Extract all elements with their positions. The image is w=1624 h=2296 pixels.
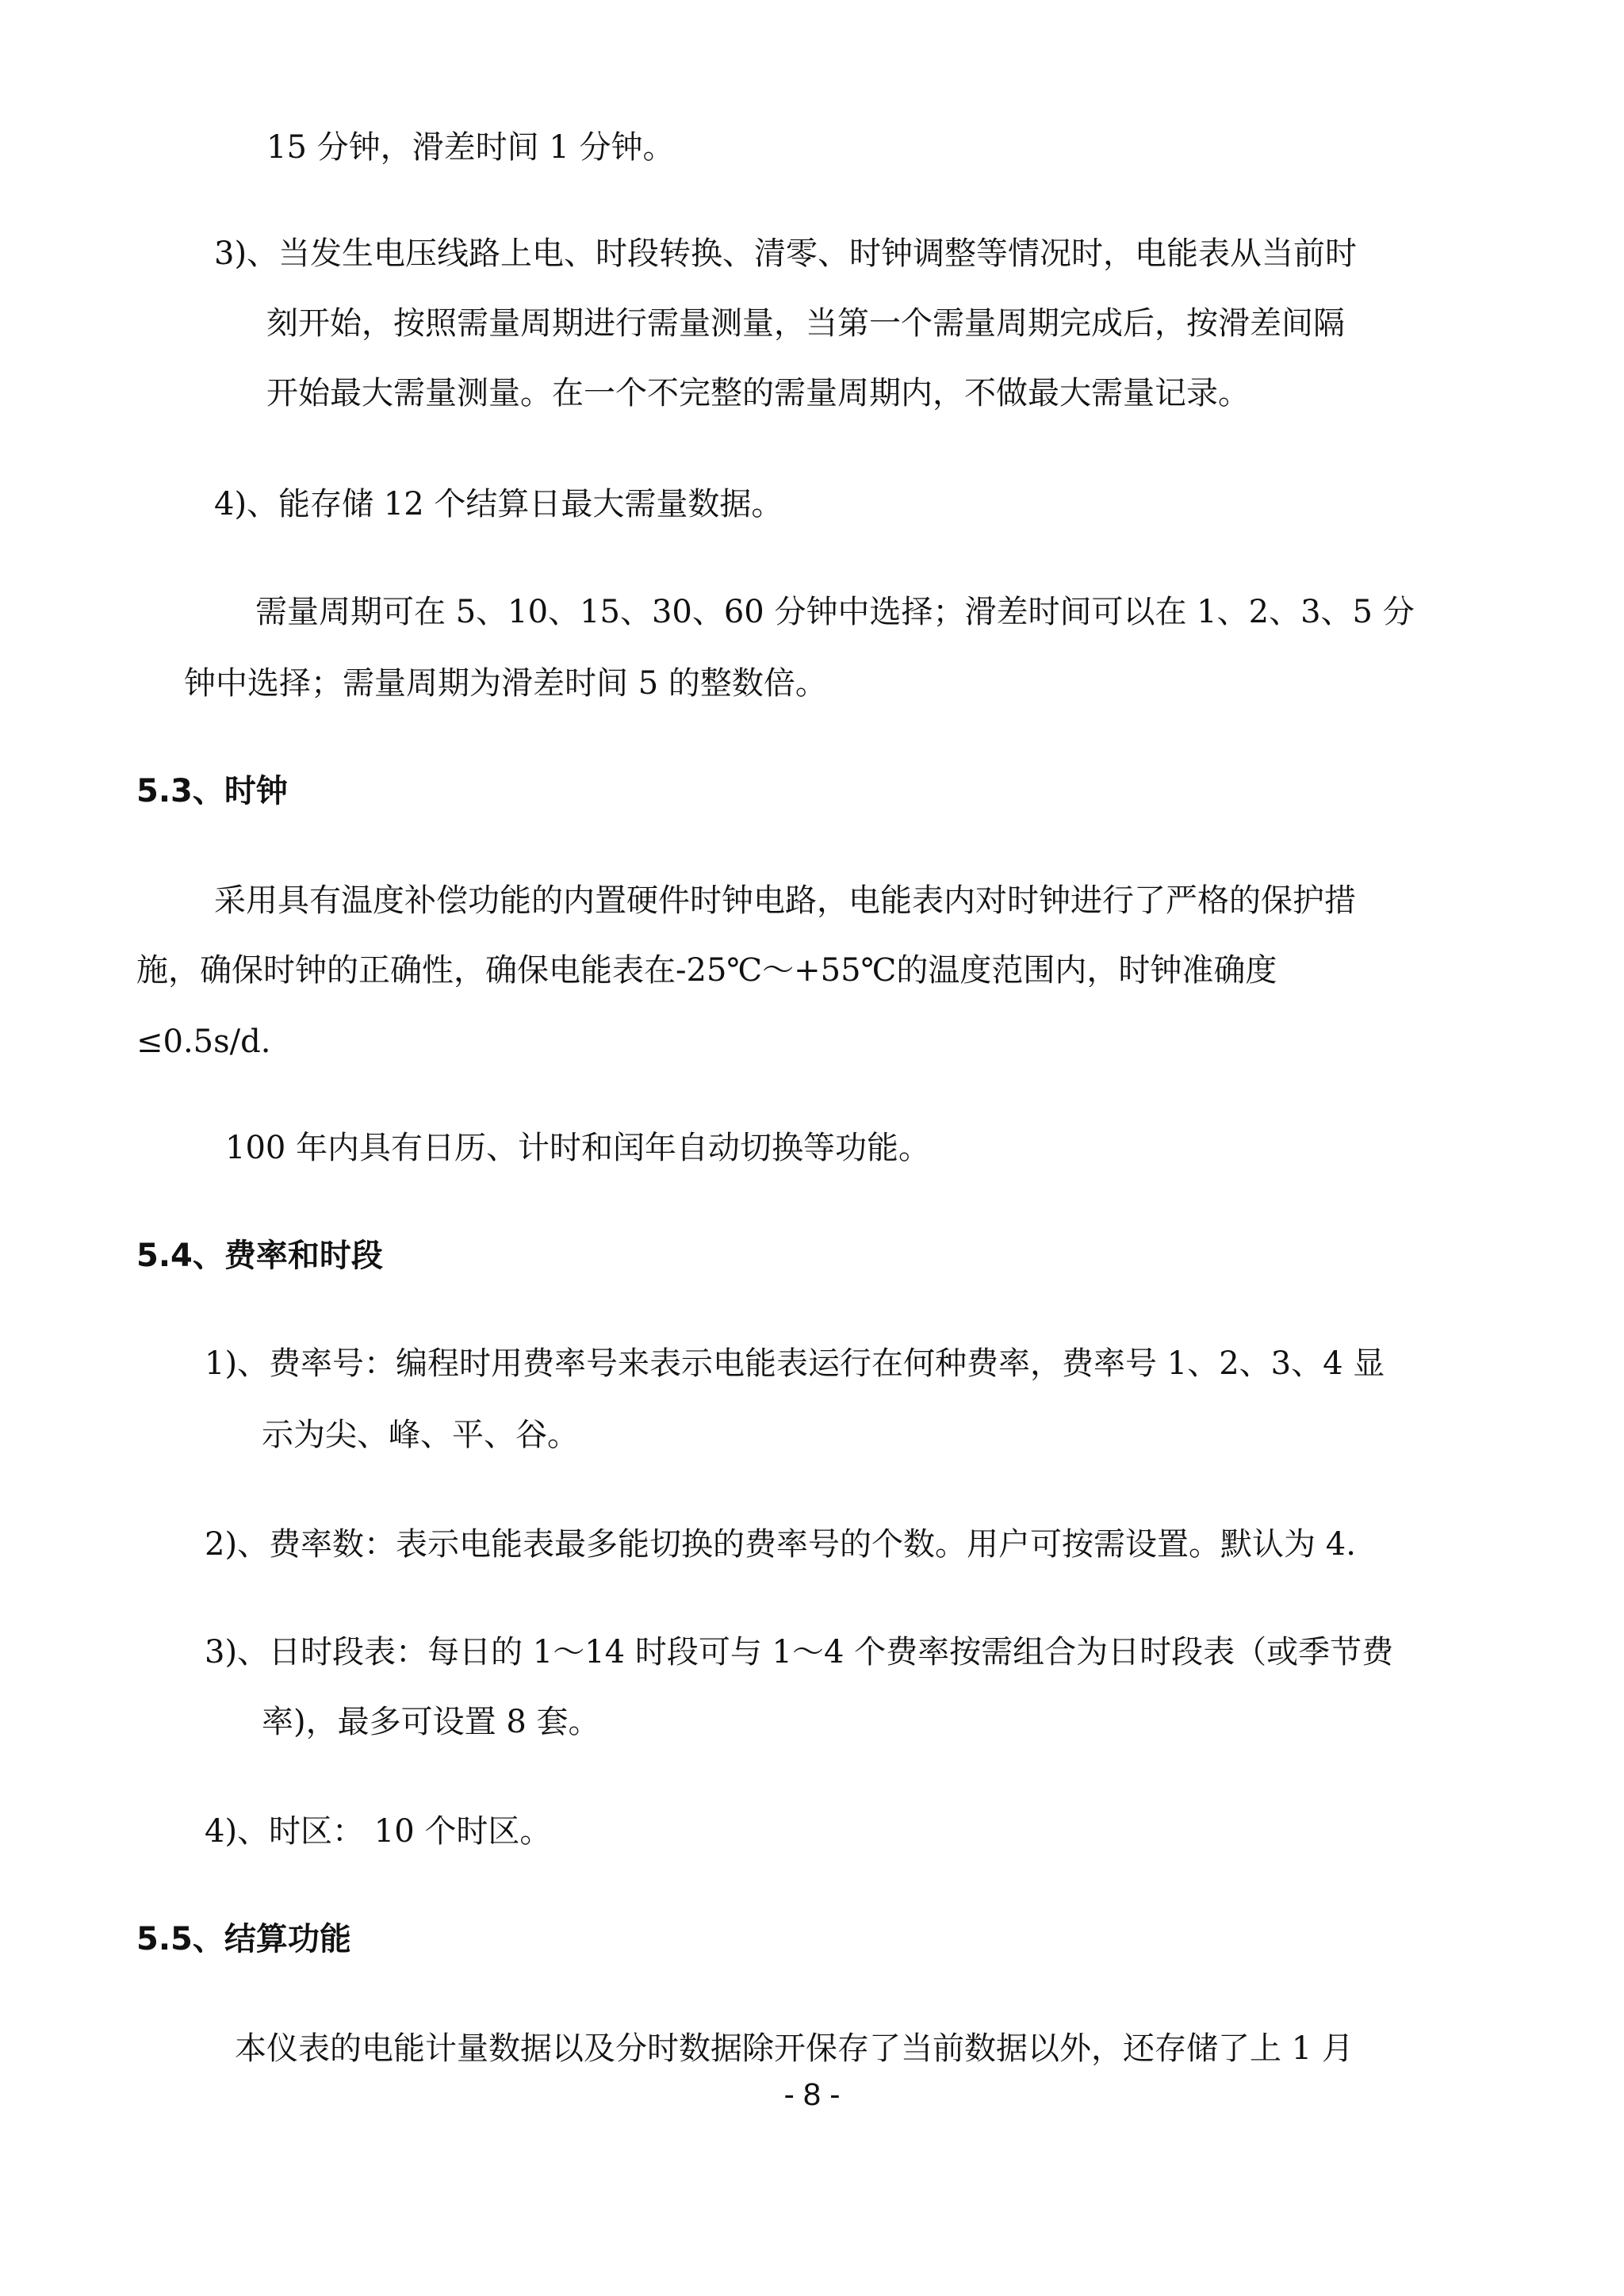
section-heading-5-5: 5.5、结算功能 [136,1921,351,1957]
list-item-4: 4)、能存储 12 个结算日最大需量数据。 [214,486,783,522]
section-heading-5-4: 5.4、费率和时段 [136,1238,383,1274]
rate-item-1-line-1: 1)、费率号：编程时用费率号来表示电能表运行在何种费率，费率号 1、2、3、4 显 [205,1345,1385,1382]
section-heading-5-3: 5.3、时钟 [136,773,288,809]
list-item-3-line-3: 开始最大需量测量。在一个不完整的需量周期内，不做最大需量记录。 [266,375,1250,411]
page-number: - 8 - [783,2077,841,2112]
list-item-3-line-2: 刻开始，按照需量周期进行需量测量，当第一个需量周期完成后，按滑差间隔 [266,305,1345,342]
rate-item-4: 4)、时区： 10 个时区。 [205,1813,552,1850]
list-item-3-line-1: 3)、当发生电压线路上电、时段转换、清零、时钟调整等情况时，电能表从当前时 [214,235,1358,272]
rate-item-1-line-2: 示为尖、峰、平、谷。 [262,1417,579,1453]
paragraph-line: 15 分钟，滑差时间 1 分钟。 [266,129,675,166]
rate-item-3-line-2: 率)，最多可设置 8 套。 [262,1704,600,1740]
settlement-paragraph-line-1: 本仪表的电能计量数据以及分时数据除开保存了当前数据以外，还存储了上 1 月 [235,2030,1354,2067]
rate-item-3-line-1: 3)、日时段表：每日的 1～14 时段可与 1～4 个费率按需组合为日时段表（或季节费 [205,1634,1394,1670]
clock-paragraph-line-1: 采用具有温度补偿功能的内置硬件时钟电路，电能表内对时钟进行了严格的保护措 [214,882,1356,919]
demand-paragraph-line-1: 需量周期可在 5、10、15、30、60 分钟中选择；滑差时间可以在 1、2、3、5 分 [255,594,1415,630]
clock-paragraph-line-3: ≤0.5s/d. [136,1024,271,1060]
calendar-paragraph: 100 年内具有日历、计时和闰年自动切换等功能。 [225,1130,931,1166]
demand-paragraph-line-2: 钟中选择；需量周期为滑差时间 5 的整数倍。 [184,665,827,702]
rate-item-2: 2)、费率数：表示电能表最多能切换的费率号的个数。用户可按需设置。默认为 4. [205,1526,1356,1563]
clock-paragraph-line-2: 施，确保时钟的正确性，确保电能表在-25℃～+55℃的温度范围内，时钟准确度 [136,952,1277,989]
